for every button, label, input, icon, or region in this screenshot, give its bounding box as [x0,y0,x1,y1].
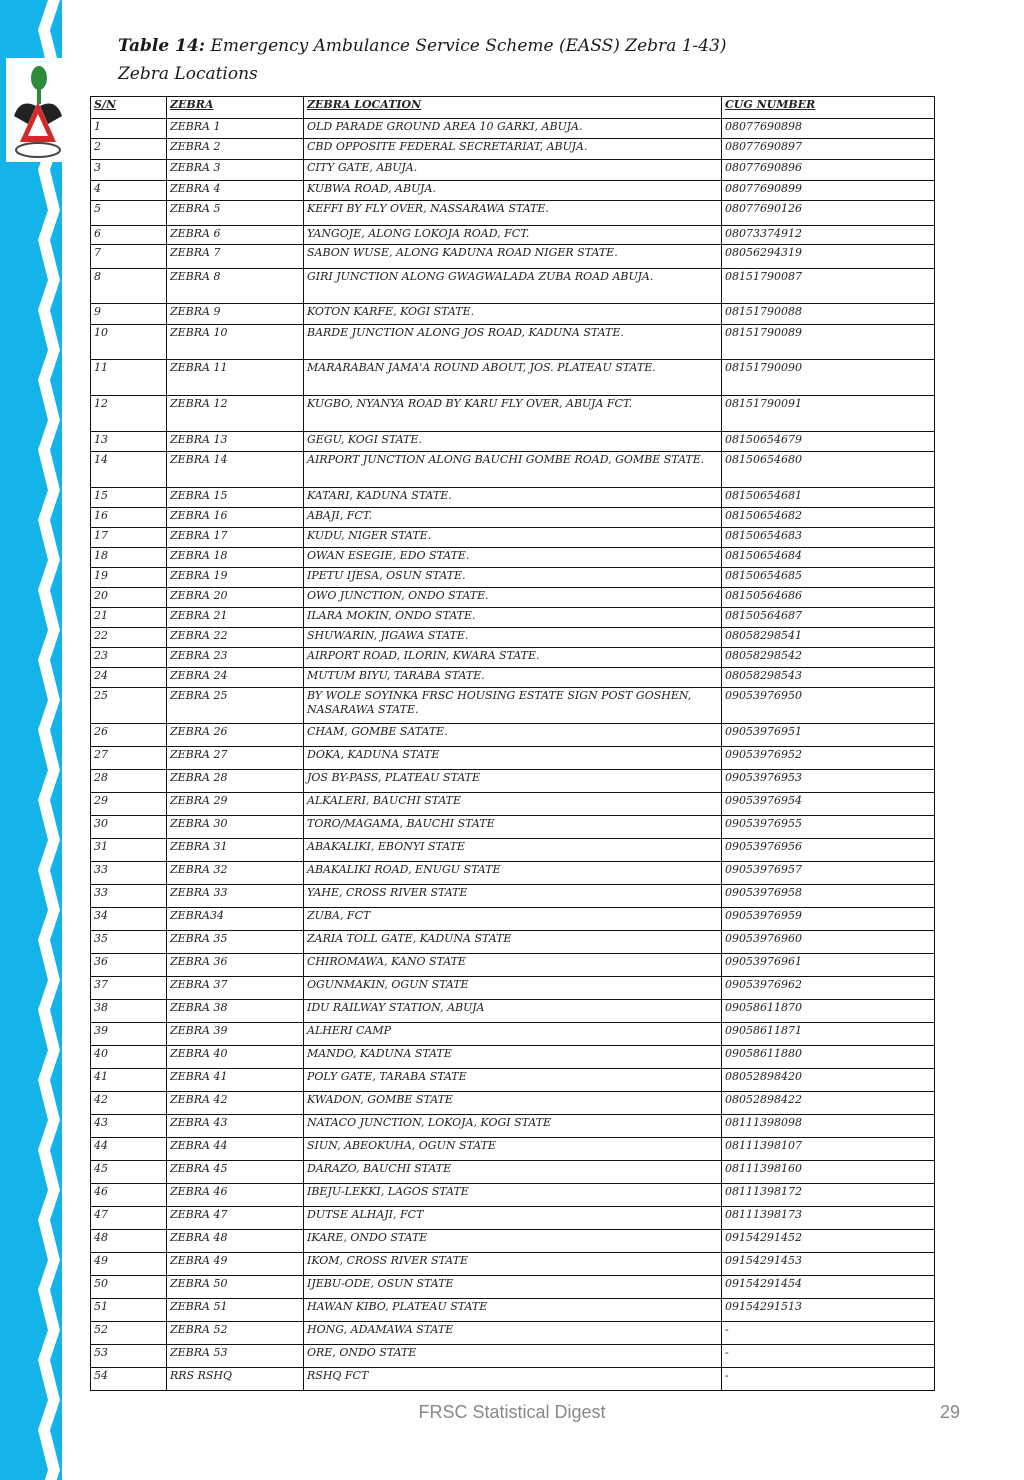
cell-cug-number: 09058611880 [722,1046,935,1069]
table-row [91,862,935,885]
cell-sn: 19 [91,568,167,588]
cell-sn: 31 [91,839,167,862]
cell-location: OWAN ESEGIE, EDO STATE. [304,548,722,568]
cell-sn: 33 [91,862,167,885]
cell-sn: 22 [91,628,167,648]
cell-cug-number: 08111398107 [722,1138,935,1161]
cell-cug-number: 08052898420 [722,1069,935,1092]
cell-sn: 1 [91,119,167,139]
cell-zebra: ZEBRA 22 [167,628,304,648]
cell-location: KUGBO, NYANYA ROAD BY KARU FLY OVER, ABUJA FCT. [304,396,722,432]
cell-cug-number: 09053976951 [722,724,935,747]
cell-cug-number: 08151790090 [722,360,935,396]
table-row [91,1023,935,1046]
cell-location: CHAM, GOMBE SATATE. [304,724,722,747]
cell-zebra: ZEBRA 11 [167,360,304,396]
cell-location: ZARIA TOLL GATE, KADUNA STATE [304,931,722,954]
cell-sn: 23 [91,648,167,668]
cell-cug-number: 08150654680 [722,452,935,488]
table-row [91,1207,935,1230]
footer-title: FRSC Statistical Digest [418,1402,606,1422]
cell-location: MARARABAN JAMA'A ROUND ABOUT, JOS. PLATEAU STATE. [304,360,722,396]
cell-location: ALHERI CAMP [304,1023,722,1046]
table-row [91,588,935,608]
cell-sn: 47 [91,1207,167,1230]
cell-location: KUDU, NIGER STATE. [304,528,722,548]
cell-sn: 21 [91,608,167,628]
cell-sn: 4 [91,181,167,201]
cell-zebra: ZEBRA 5 [167,201,304,226]
cell-location: KWADON, GOMBE STATE [304,1092,722,1115]
cell-cug-number: 08077690126 [722,201,935,226]
cell-zebra: ZEBRA 6 [167,226,304,245]
cell-sn: 13 [91,432,167,452]
table-row [91,648,935,668]
table-row [91,245,935,269]
cell-location: ABAKALIKI ROAD, ENUGU STATE [304,862,722,885]
cell-zebra: ZEBRA 30 [167,816,304,839]
table-row [91,688,935,724]
table-row [91,1299,935,1322]
cell-cug-number: 09058611871 [722,1023,935,1046]
cell-sn: 24 [91,668,167,688]
table-row [91,432,935,452]
cell-sn: 27 [91,747,167,770]
cell-sn: 6 [91,226,167,245]
table-title-text: Emergency Ambulance Service Scheme (EASS) Zebra 1-43) [210,36,727,56]
cell-zebra: ZEBRA 23 [167,648,304,668]
frsc-logo [6,58,68,162]
cell-sn: 7 [91,245,167,269]
table-row [91,1115,935,1138]
cell-zebra: ZEBRA 35 [167,931,304,954]
cell-sn: 15 [91,488,167,508]
cell-cug-number: 09053976959 [722,908,935,931]
cell-sn: 17 [91,528,167,548]
cell-cug-number: 09154291454 [722,1276,935,1299]
cell-cug-number: 08151790087 [722,269,935,304]
cell-location: OLD PARADE GROUND AREA 10 GARKI, ABUJA. [304,119,722,139]
table-title [118,32,727,60]
table-number-label: Table 14: [118,36,206,56]
cell-location: OWO JUNCTION, ONDO STATE. [304,588,722,608]
cell-zebra: ZEBRA 21 [167,608,304,628]
cell-location: ALKALERI, BAUCHI STATE [304,793,722,816]
cell-sn: 18 [91,548,167,568]
table-row [91,269,935,304]
cell-zebra: ZEBRA 49 [167,1253,304,1276]
cell-location: JOS BY-PASS, PLATEAU STATE [304,770,722,793]
cell-sn: 2 [91,139,167,160]
cell-sn: 10 [91,325,167,360]
table-row [91,1184,935,1207]
cell-sn: 37 [91,977,167,1000]
cell-sn: 5 [91,201,167,226]
cell-zebra: ZEBRA 4 [167,181,304,201]
cell-zebra: ZEBRA 18 [167,548,304,568]
table-row [91,325,935,360]
cell-zebra: ZEBRA 12 [167,396,304,432]
cell-location: KATARI, KADUNA STATE. [304,488,722,508]
cell-cug-number: 09154291513 [722,1299,935,1322]
cell-sn: 49 [91,1253,167,1276]
cell-cug-number: 09053976956 [722,839,935,862]
cell-location: ORE, ONDO STATE [304,1345,722,1368]
cell-location: HONG, ADAMAWA STATE [304,1322,722,1345]
cell-location: AIRPORT JUNCTION ALONG BAUCHI GOMBE ROAD, GOMBE STATE. [304,452,722,488]
cell-cug-number: 08151790091 [722,396,935,432]
cell-location: KUBWA ROAD, ABUJA. [304,181,722,201]
cell-location: GEGU, KOGI STATE. [304,432,722,452]
cell-zebra: ZEBRA 10 [167,325,304,360]
cell-zebra: ZEBRA 7 [167,245,304,269]
cell-location: BY WOLE SOYINKA FRSC HOUSING ESTATE SIGN POST GOSHEN, NASARAWA STATE. [304,688,722,724]
cell-cug-number: 08073374912 [722,226,935,245]
cell-cug-number: 09154291453 [722,1253,935,1276]
cell-cug-number: 09053976953 [722,770,935,793]
table-row [91,119,935,139]
cell-location: RSHQ FCT [304,1368,722,1391]
cell-sn: 14 [91,452,167,488]
cell-sn: 51 [91,1299,167,1322]
page-number: 29 [939,1402,960,1422]
cell-zebra: ZEBRA 52 [167,1322,304,1345]
cell-zebra: ZEBRA 48 [167,1230,304,1253]
cell-location: YAHE, CROSS RIVER STATE [304,885,722,908]
cell-zebra: ZEBRA 44 [167,1138,304,1161]
cell-location: SIUN, ABEOKUHA, OGUN STATE [304,1138,722,1161]
cell-zebra: ZEBRA 16 [167,508,304,528]
table-row [91,139,935,160]
cell-zebra: ZEBRA34 [167,908,304,931]
cell-cug-number: 09053976960 [722,931,935,954]
cell-zebra: ZEBRA 45 [167,1161,304,1184]
header-zebra-location: ZEBRA LOCATION [304,97,722,119]
cell-zebra: ZEBRA 20 [167,588,304,608]
cell-location: YANGOJE, ALONG LOKOJA ROAD, FCT. [304,226,722,245]
cell-sn: 9 [91,304,167,325]
table-row [91,396,935,432]
table-header-row [91,97,935,119]
cell-sn: 38 [91,1000,167,1023]
cell-zebra: ZEBRA 38 [167,1000,304,1023]
cell-cug-number: - [722,1322,935,1345]
table-row [91,885,935,908]
cell-sn: 54 [91,1368,167,1391]
cell-cug-number: 08150654682 [722,508,935,528]
cell-location: ABAJI, FCT. [304,508,722,528]
cell-zebra: ZEBRA 40 [167,1046,304,1069]
table-row [91,747,935,770]
table-row [91,548,935,568]
cell-location: IKOM, CROSS RIVER STATE [304,1253,722,1276]
cell-sn: 28 [91,770,167,793]
cell-location: SHUWARIN, JIGAWA STATE. [304,628,722,648]
cell-location: IKARE, ONDO STATE [304,1230,722,1253]
cell-cug-number: 08058298542 [722,648,935,668]
cell-cug-number: 09154291452 [722,1230,935,1253]
cell-sn: 34 [91,908,167,931]
cell-location: MUTUM BIYU, TARABA STATE. [304,668,722,688]
cell-cug-number: 09053976961 [722,954,935,977]
cell-zebra: ZEBRA 43 [167,1115,304,1138]
cell-zebra: ZEBRA 37 [167,977,304,1000]
cell-cug-number: 08151790088 [722,304,935,325]
cell-location: OGUNMAKIN, OGUN STATE [304,977,722,1000]
table-row [91,1368,935,1391]
cell-sn: 20 [91,588,167,608]
cell-zebra: ZEBRA 19 [167,568,304,588]
cell-location: CITY GATE, ABUJA. [304,160,722,181]
cell-location: IJEBU-ODE, OSUN STATE [304,1276,722,1299]
cell-sn: 53 [91,1345,167,1368]
cell-cug-number: 08052898422 [722,1092,935,1115]
cell-location: NATACO JUNCTION, LOKOJA, KOGI STATE [304,1115,722,1138]
cell-zebra: ZEBRA 26 [167,724,304,747]
cell-cug-number: 09053976955 [722,816,935,839]
table-row [91,977,935,1000]
cell-location: CHIROMAWA, KANO STATE [304,954,722,977]
cell-location: AIRPORT ROAD, ILORIN, KWARA STATE. [304,648,722,668]
cell-cug-number: 08077690898 [722,119,935,139]
cell-zebra: ZEBRA 42 [167,1092,304,1115]
cell-cug-number: - [722,1345,935,1368]
side-decorative-band [0,0,62,1480]
table-body [91,119,935,1391]
table-row [91,839,935,862]
cell-cug-number: 08077690896 [722,160,935,181]
cell-zebra: ZEBRA 27 [167,747,304,770]
cell-cug-number: - [722,1368,935,1391]
cell-cug-number: 09053976952 [722,747,935,770]
cell-location: DARAZO, BAUCHI STATE [304,1161,722,1184]
table-row [91,1276,935,1299]
cell-cug-number: 08058298543 [722,668,935,688]
table-row [91,201,935,226]
header-zebra: ZEBRA [167,97,304,119]
cell-location: IPETU IJESA, OSUN STATE. [304,568,722,588]
table-row [91,816,935,839]
cell-sn: 29 [91,793,167,816]
cell-cug-number: 08056294319 [722,245,935,269]
cell-zebra: ZEBRA 51 [167,1299,304,1322]
cell-location: HAWAN KIBO, PLATEAU STATE [304,1299,722,1322]
cell-zebra: ZEBRA 9 [167,304,304,325]
cell-location: BARDE JUNCTION ALONG JOS ROAD, KADUNA STATE. [304,325,722,360]
cell-location: SABON WUSE, ALONG KADUNA ROAD NIGER STATE. [304,245,722,269]
cell-zebra: ZEBRA 3 [167,160,304,181]
cell-cug-number: 08150654685 [722,568,935,588]
table-row [91,1253,935,1276]
table-row [91,1345,935,1368]
cell-location: ZUBA, FCT [304,908,722,931]
table-row [91,1092,935,1115]
cell-sn: 11 [91,360,167,396]
table-row [91,226,935,245]
table-row [91,608,935,628]
cell-sn: 25 [91,688,167,724]
table-title-block [118,32,727,88]
table-row [91,181,935,201]
table-row [91,724,935,747]
cell-zebra: ZEBRA 24 [167,668,304,688]
cell-location: ABAKALIKI, EBONYI STATE [304,839,722,862]
table-row [91,793,935,816]
table-row [91,528,935,548]
cell-zebra: ZEBRA 46 [167,1184,304,1207]
cell-zebra: ZEBRA 29 [167,793,304,816]
cell-location: ILARA MOKIN, ONDO STATE. [304,608,722,628]
cell-zebra: ZEBRA 41 [167,1069,304,1092]
cell-location: CBD OPPOSITE FEDERAL SECRETARIAT, ABUJA. [304,139,722,160]
table-row [91,1069,935,1092]
table-row [91,508,935,528]
cell-sn: 35 [91,931,167,954]
table-row [91,568,935,588]
cell-sn: 41 [91,1069,167,1092]
table-row [91,1322,935,1345]
table-row [91,1230,935,1253]
cell-zebra: ZEBRA 39 [167,1023,304,1046]
cell-zebra: ZEBRA 8 [167,269,304,304]
cell-zebra: ZEBRA 47 [167,1207,304,1230]
cell-sn: 45 [91,1161,167,1184]
table-row [91,908,935,931]
cell-cug-number: 08150564687 [722,608,935,628]
table-row [91,1138,935,1161]
cell-zebra: ZEBRA 53 [167,1345,304,1368]
cell-location: KEFFI BY FLY OVER, NASSARAWA STATE. [304,201,722,226]
cell-location: GIRI JUNCTION ALONG GWAGWALADA ZUBA ROAD ABUJA. [304,269,722,304]
table-row [91,1000,935,1023]
cell-sn: 43 [91,1115,167,1138]
cell-sn: 52 [91,1322,167,1345]
table-row [91,1046,935,1069]
cell-zebra: ZEBRA 36 [167,954,304,977]
cell-cug-number: 08150564686 [722,588,935,608]
cell-zebra: ZEBRA 2 [167,139,304,160]
cell-sn: 50 [91,1276,167,1299]
table-row [91,160,935,181]
cell-location: MANDO, KADUNA STATE [304,1046,722,1069]
table-row [91,488,935,508]
cell-cug-number: 08111398172 [722,1184,935,1207]
zebra-locations-table [90,96,935,1391]
cell-zebra: ZEBRA 1 [167,119,304,139]
cell-sn: 44 [91,1138,167,1161]
cell-sn: 12 [91,396,167,432]
table-row [91,304,935,325]
cell-sn: 40 [91,1046,167,1069]
cell-cug-number: 08077690899 [722,181,935,201]
table-row [91,452,935,488]
table-row [91,668,935,688]
cell-sn: 42 [91,1092,167,1115]
cell-cug-number: 09058611870 [722,1000,935,1023]
cell-location: IBEJU-LEKKI, LAGOS STATE [304,1184,722,1207]
cell-zebra: ZEBRA 31 [167,839,304,862]
cell-cug-number: 08150654683 [722,528,935,548]
cell-zebra: RRS RSHQ [167,1368,304,1391]
cell-location: KOTON KARFE, KOGI STATE. [304,304,722,325]
cell-location: DOKA, KADUNA STATE [304,747,722,770]
cell-location: DUTSE ALHAJI, FCT [304,1207,722,1230]
cell-sn: 33 [91,885,167,908]
cell-location: TORO/MAGAMA, BAUCHI STATE [304,816,722,839]
cell-zebra: ZEBRA 14 [167,452,304,488]
cell-zebra: ZEBRA 50 [167,1276,304,1299]
cell-zebra: ZEBRA 28 [167,770,304,793]
cell-cug-number: 08111398098 [722,1115,935,1138]
cell-cug-number: 08150654679 [722,432,935,452]
cell-zebra: ZEBRA 32 [167,862,304,885]
cell-cug-number: 08150654684 [722,548,935,568]
table-row [91,1161,935,1184]
cell-cug-number: 09053976958 [722,885,935,908]
cell-location: IDU RAILWAY STATION, ABUJA [304,1000,722,1023]
table-row [91,931,935,954]
cell-sn: 8 [91,269,167,304]
table-row [91,770,935,793]
cell-sn: 48 [91,1230,167,1253]
table-row [91,954,935,977]
cell-cug-number: 09053976950 [722,688,935,724]
cell-cug-number: 08151790089 [722,325,935,360]
cell-zebra: ZEBRA 25 [167,688,304,724]
cell-zebra: ZEBRA 33 [167,885,304,908]
cell-cug-number: 08077690897 [722,139,935,160]
cell-sn: 36 [91,954,167,977]
cell-sn: 26 [91,724,167,747]
cell-zebra: ZEBRA 15 [167,488,304,508]
cell-sn: 46 [91,1184,167,1207]
cell-cug-number: 09053976957 [722,862,935,885]
cell-sn: 39 [91,1023,167,1046]
header-cug-number: CUG NUMBER [722,97,935,119]
cell-zebra: ZEBRA 13 [167,432,304,452]
cell-location: POLY GATE, TARABA STATE [304,1069,722,1092]
cell-cug-number: 08058298541 [722,628,935,648]
cell-cug-number: 09053976962 [722,977,935,1000]
table-subtitle: Zebra Locations [118,64,258,84]
cell-cug-number: 08150654681 [722,488,935,508]
cell-cug-number: 09053976954 [722,793,935,816]
cell-zebra: ZEBRA 17 [167,528,304,548]
header-sn: S/N [91,97,167,119]
cell-cug-number: 08111398173 [722,1207,935,1230]
cell-sn: 30 [91,816,167,839]
table-row [91,628,935,648]
table-row [91,360,935,396]
cell-cug-number: 08111398160 [722,1161,935,1184]
cell-sn: 3 [91,160,167,181]
cell-sn: 16 [91,508,167,528]
